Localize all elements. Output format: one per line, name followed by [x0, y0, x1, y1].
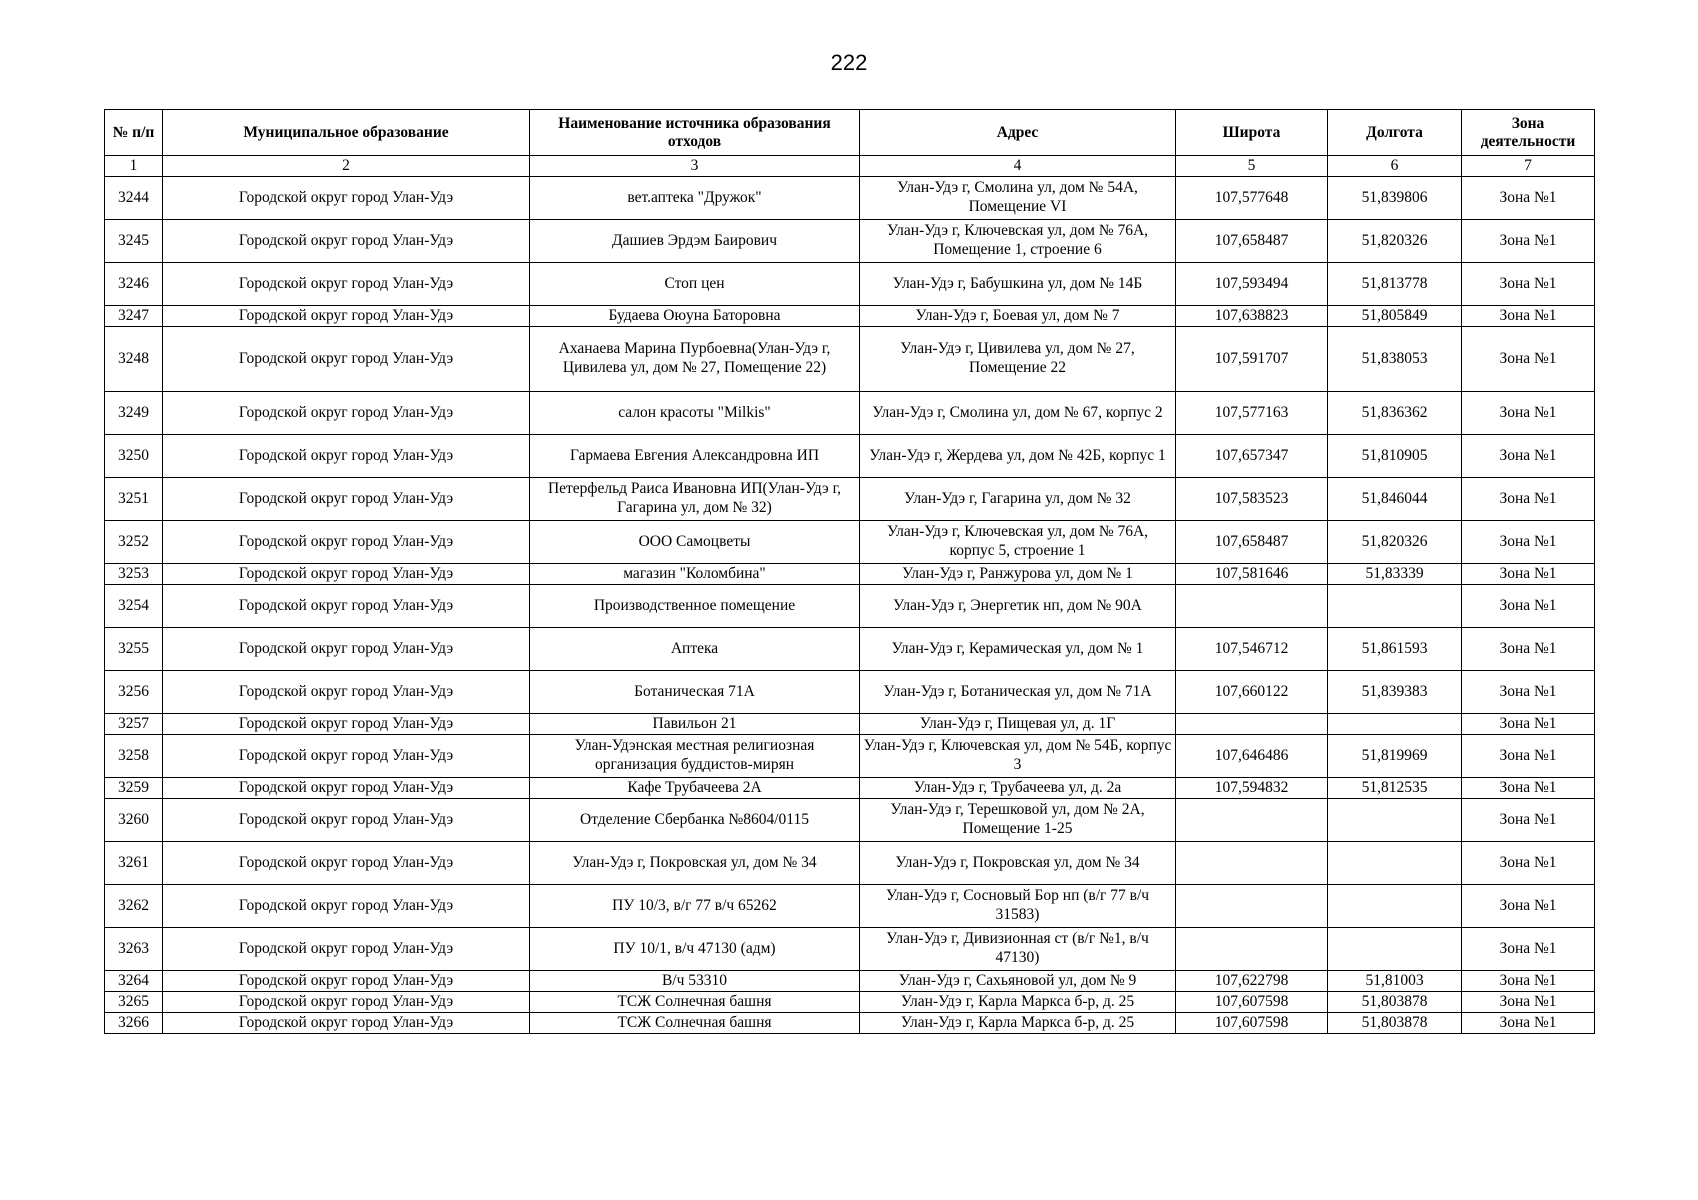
zone-cell: Зона №1	[1462, 521, 1595, 564]
municipality-cell: Городской округ город Улан-Удэ	[163, 714, 530, 735]
row-number-cell: 3265	[105, 992, 163, 1013]
municipality-cell: Городской округ город Улан-Удэ	[163, 842, 530, 885]
latitude-cell: 107,577648	[1176, 177, 1328, 220]
longitude-cell: 51,805849	[1328, 306, 1462, 327]
row-number-cell: 3251	[105, 478, 163, 521]
table-row	[105, 992, 1595, 1013]
longitude-cell: 51,839806	[1328, 177, 1462, 220]
longitude-cell: 51,839383	[1328, 671, 1462, 714]
municipality-cell: Городской округ город Улан-Удэ	[163, 885, 530, 928]
table-row	[105, 220, 1595, 263]
municipality-cell: Городской округ город Улан-Удэ	[163, 435, 530, 478]
row-number-cell: 3261	[105, 842, 163, 885]
longitude-cell	[1328, 714, 1462, 735]
source-cell: ТСЖ Солнечная башня	[530, 992, 860, 1013]
page-number: 222	[830, 50, 868, 75]
longitude-cell: 51,812535	[1328, 778, 1462, 799]
address-cell: Улан-Удэ г, Смолина ул, дом № 54А, Помещение VI	[860, 177, 1176, 220]
col-header-number: № п/п	[105, 110, 163, 156]
table-row	[105, 564, 1595, 585]
source-cell: В/ч 53310	[530, 971, 860, 992]
municipality-cell: Городской округ город Улан-Удэ	[163, 327, 530, 392]
address-cell: Улан-Удэ г, Терешковой ул, дом № 2А, Помещение 1-25	[860, 799, 1176, 842]
col-header-address: Адрес	[860, 110, 1176, 156]
zone-cell: Зона №1	[1462, 971, 1595, 992]
latitude-cell	[1176, 885, 1328, 928]
latitude-cell: 107,593494	[1176, 263, 1328, 306]
latitude-cell: 107,660122	[1176, 671, 1328, 714]
source-cell: Улан-Удэнская местная религиозная организация буддистов-мирян	[530, 735, 860, 778]
longitude-cell: 51,81003	[1328, 971, 1462, 992]
table-body	[105, 177, 1595, 1034]
municipality-cell: Городской округ город Улан-Удэ	[163, 564, 530, 585]
row-number-cell: 3262	[105, 885, 163, 928]
longitude-cell: 51,803878	[1328, 992, 1462, 1013]
source-cell: Павильон 21	[530, 714, 860, 735]
municipality-cell: Городской округ город Улан-Удэ	[163, 671, 530, 714]
address-cell: Улан-Удэ г, Карла Маркса б-р, д. 25	[860, 1013, 1176, 1034]
latitude-cell: 107,583523	[1176, 478, 1328, 521]
municipality-cell: Городской округ город Улан-Удэ	[163, 799, 530, 842]
source-cell: вет.аптека "Дружок"	[530, 177, 860, 220]
zone-cell: Зона №1	[1462, 263, 1595, 306]
address-cell: Улан-Удэ г, Ранжурова ул, дом № 1	[860, 564, 1176, 585]
source-cell: Отделение Сбербанка №8604/0115	[530, 799, 860, 842]
row-number-cell: 3264	[105, 971, 163, 992]
latitude-cell: 107,607598	[1176, 992, 1328, 1013]
table-row	[105, 735, 1595, 778]
zone-cell: Зона №1	[1462, 885, 1595, 928]
row-number-cell: 3257	[105, 714, 163, 735]
address-cell: Улан-Удэ г, Сахьяновой ул, дом № 9	[860, 971, 1176, 992]
latitude-cell: 107,658487	[1176, 220, 1328, 263]
zone-cell: Зона №1	[1462, 1013, 1595, 1034]
longitude-cell: 51,820326	[1328, 521, 1462, 564]
longitude-cell: 51,846044	[1328, 478, 1462, 521]
zone-cell: Зона №1	[1462, 714, 1595, 735]
zone-cell: Зона №1	[1462, 628, 1595, 671]
zone-cell: Зона №1	[1462, 435, 1595, 478]
row-number-cell: 3247	[105, 306, 163, 327]
longitude-cell	[1328, 885, 1462, 928]
municipality-cell: Городской округ город Улан-Удэ	[163, 392, 530, 435]
latitude-cell: 107,646486	[1176, 735, 1328, 778]
source-cell: ТСЖ Солнечная башня	[530, 1013, 860, 1034]
municipality-cell: Городской округ город Улан-Удэ	[163, 628, 530, 671]
row-number-cell: 3255	[105, 628, 163, 671]
table-row	[105, 971, 1595, 992]
longitude-cell	[1328, 799, 1462, 842]
column-number: 3	[530, 156, 860, 177]
municipality-cell: Городской округ город Улан-Удэ	[163, 971, 530, 992]
municipality-cell: Городской округ город Улан-Удэ	[163, 306, 530, 327]
header-row	[105, 110, 1595, 156]
column-number: 7	[1462, 156, 1595, 177]
latitude-cell: 107,622798	[1176, 971, 1328, 992]
row-number-cell: 3260	[105, 799, 163, 842]
latitude-cell: 107,638823	[1176, 306, 1328, 327]
address-cell: Улан-Удэ г, Трубачеева ул, д. 2а	[860, 778, 1176, 799]
source-cell: Стоп цен	[530, 263, 860, 306]
address-cell: Улан-Удэ г, Цивилева ул, дом № 27, Помещение 22	[860, 327, 1176, 392]
address-cell: Улан-Удэ г, Бабушкина ул, дом № 14Б	[860, 263, 1176, 306]
zone-cell: Зона №1	[1462, 778, 1595, 799]
source-cell: Будаева Оюуна Баторовна	[530, 306, 860, 327]
municipality-cell: Городской округ город Улан-Удэ	[163, 585, 530, 628]
longitude-cell	[1328, 842, 1462, 885]
table-row	[105, 177, 1595, 220]
address-cell: Улан-Удэ г, Ботаническая ул, дом № 71А	[860, 671, 1176, 714]
zone-cell: Зона №1	[1462, 392, 1595, 435]
column-number: 4	[860, 156, 1176, 177]
latitude-cell	[1176, 585, 1328, 628]
table-row	[105, 842, 1595, 885]
row-number-cell: 3253	[105, 564, 163, 585]
zone-cell: Зона №1	[1462, 564, 1595, 585]
table-row	[105, 714, 1595, 735]
zone-cell: Зона №1	[1462, 671, 1595, 714]
municipality-cell: Городской округ город Улан-Удэ	[163, 1013, 530, 1034]
col-header-zone: Зона деятельности	[1462, 110, 1595, 156]
latitude-cell: 107,658487	[1176, 521, 1328, 564]
municipality-cell: Городской округ город Улан-Удэ	[163, 778, 530, 799]
address-cell: Улан-Удэ г, Покровская ул, дом № 34	[860, 842, 1176, 885]
municipality-cell: Городской округ город Улан-Удэ	[163, 928, 530, 971]
latitude-cell	[1176, 799, 1328, 842]
longitude-cell: 51,813778	[1328, 263, 1462, 306]
zone-cell: Зона №1	[1462, 735, 1595, 778]
table-row	[105, 263, 1595, 306]
source-cell: ООО Самоцветы	[530, 521, 860, 564]
source-cell: ПУ 10/1, в/ч 47130 (адм)	[530, 928, 860, 971]
longitude-cell	[1328, 585, 1462, 628]
table-row	[105, 885, 1595, 928]
row-number-cell: 3256	[105, 671, 163, 714]
latitude-cell: 107,546712	[1176, 628, 1328, 671]
source-cell: Ботаническая 71А	[530, 671, 860, 714]
row-number-cell: 3266	[105, 1013, 163, 1034]
row-number-cell: 3258	[105, 735, 163, 778]
row-number-cell: 3259	[105, 778, 163, 799]
latitude-cell: 107,591707	[1176, 327, 1328, 392]
source-cell: Петерфельд Раиса Ивановна ИП(Улан-Удэ г, Гагарина ул, дом № 32)	[530, 478, 860, 521]
row-number-cell: 3263	[105, 928, 163, 971]
zone-cell: Зона №1	[1462, 306, 1595, 327]
address-cell: Улан-Удэ г, Жердева ул, дом № 42Б, корпус 1	[860, 435, 1176, 478]
source-cell: магазин "Коломбина"	[530, 564, 860, 585]
row-number-cell: 3254	[105, 585, 163, 628]
address-cell: Улан-Удэ г, Карла Маркса б-р, д. 25	[860, 992, 1176, 1013]
zone-cell: Зона №1	[1462, 478, 1595, 521]
address-cell: Улан-Удэ г, Керамическая ул, дом № 1	[860, 628, 1176, 671]
latitude-cell: 107,594832	[1176, 778, 1328, 799]
source-cell: Кафе Трубачеева 2А	[530, 778, 860, 799]
row-number-cell: 3252	[105, 521, 163, 564]
col-header-source: Наименование источника образования отходов	[530, 110, 860, 156]
source-cell: ПУ 10/3, в/г 77 в/ч 65262	[530, 885, 860, 928]
address-cell: Улан-Удэ г, Гагарина ул, дом № 32	[860, 478, 1176, 521]
source-cell: салон красоты "Milkis"	[530, 392, 860, 435]
table-row	[105, 671, 1595, 714]
municipality-cell: Городской округ город Улан-Удэ	[163, 177, 530, 220]
row-number-cell: 3250	[105, 435, 163, 478]
table-row	[105, 1013, 1595, 1034]
row-number-cell: 3246	[105, 263, 163, 306]
address-cell: Улан-Удэ г, Ключевская ул, дом № 76А, корпус 5, строение 1	[860, 521, 1176, 564]
longitude-cell	[1328, 928, 1462, 971]
longitude-cell: 51,83339	[1328, 564, 1462, 585]
waste-sources-table	[104, 109, 1595, 1034]
zone-cell: Зона №1	[1462, 177, 1595, 220]
row-number-cell: 3249	[105, 392, 163, 435]
column-number: 1	[105, 156, 163, 177]
address-cell: Улан-Удэ г, Смолина ул, дом № 67, корпус 2	[860, 392, 1176, 435]
latitude-cell: 107,607598	[1176, 1013, 1328, 1034]
address-cell: Улан-Удэ г, Дивизионная ст (в/г №1, в/ч 47130)	[860, 928, 1176, 971]
latitude-cell	[1176, 714, 1328, 735]
address-cell: Улан-Удэ г, Ключевская ул, дом № 76А, Помещение 1, строение 6	[860, 220, 1176, 263]
zone-cell: Зона №1	[1462, 928, 1595, 971]
zone-cell: Зона №1	[1462, 992, 1595, 1013]
table-row	[105, 306, 1595, 327]
col-header-longitude: Долгота	[1328, 110, 1462, 156]
column-number: 5	[1176, 156, 1328, 177]
table-row	[105, 585, 1595, 628]
source-cell: Аханаева Марина Пурбоевна(Улан-Удэ г, Цивилева ул, дом № 27, Помещение 22)	[530, 327, 860, 392]
longitude-cell: 51,836362	[1328, 392, 1462, 435]
address-cell: Улан-Удэ г, Сосновый Бор нп (в/г 77 в/ч 31583)	[860, 885, 1176, 928]
municipality-cell: Городской округ город Улан-Удэ	[163, 735, 530, 778]
municipality-cell: Городской округ город Улан-Удэ	[163, 478, 530, 521]
address-cell: Улан-Удэ г, Боевая ул, дом № 7	[860, 306, 1176, 327]
table-row	[105, 628, 1595, 671]
row-number-cell: 3244	[105, 177, 163, 220]
table-row	[105, 392, 1595, 435]
table-row	[105, 435, 1595, 478]
column-number: 2	[163, 156, 530, 177]
table-row	[105, 521, 1595, 564]
table-row	[105, 327, 1595, 392]
table-row	[105, 928, 1595, 971]
address-cell: Улан-Удэ г, Пищевая ул, д. 1Г	[860, 714, 1176, 735]
longitude-cell: 51,803878	[1328, 1013, 1462, 1034]
column-number-row	[105, 156, 1595, 177]
col-header-latitude: Широта	[1176, 110, 1328, 156]
table-row	[105, 799, 1595, 842]
municipality-cell: Городской округ город Улан-Удэ	[163, 263, 530, 306]
source-cell: Производственное помещение	[530, 585, 860, 628]
latitude-cell: 107,577163	[1176, 392, 1328, 435]
source-cell: Улан-Удэ г, Покровская ул, дом № 34	[530, 842, 860, 885]
source-cell: Гармаева Евгения Александровна ИП	[530, 435, 860, 478]
latitude-cell	[1176, 928, 1328, 971]
source-cell: Аптека	[530, 628, 860, 671]
zone-cell: Зона №1	[1462, 220, 1595, 263]
longitude-cell: 51,861593	[1328, 628, 1462, 671]
table-row	[105, 478, 1595, 521]
longitude-cell: 51,820326	[1328, 220, 1462, 263]
municipality-cell: Городской округ город Улан-Удэ	[163, 220, 530, 263]
latitude-cell: 107,581646	[1176, 564, 1328, 585]
latitude-cell: 107,657347	[1176, 435, 1328, 478]
row-number-cell: 3245	[105, 220, 163, 263]
zone-cell: Зона №1	[1462, 799, 1595, 842]
zone-cell: Зона №1	[1462, 842, 1595, 885]
longitude-cell: 51,819969	[1328, 735, 1462, 778]
col-header-municipality: Муниципальное образование	[163, 110, 530, 156]
address-cell: Улан-Удэ г, Ключевская ул, дом № 54Б, корпус 3	[860, 735, 1176, 778]
zone-cell: Зона №1	[1462, 327, 1595, 392]
longitude-cell: 51,838053	[1328, 327, 1462, 392]
latitude-cell	[1176, 842, 1328, 885]
source-cell: Дашиев Эрдэм Баирович	[530, 220, 860, 263]
municipality-cell: Городской округ город Улан-Удэ	[163, 992, 530, 1013]
table-row	[105, 778, 1595, 799]
row-number-cell: 3248	[105, 327, 163, 392]
zone-cell: Зона №1	[1462, 585, 1595, 628]
address-cell: Улан-Удэ г, Энергетик нп, дом № 90А	[860, 585, 1176, 628]
municipality-cell: Городской округ город Улан-Удэ	[163, 521, 530, 564]
longitude-cell: 51,810905	[1328, 435, 1462, 478]
column-number: 6	[1328, 156, 1462, 177]
